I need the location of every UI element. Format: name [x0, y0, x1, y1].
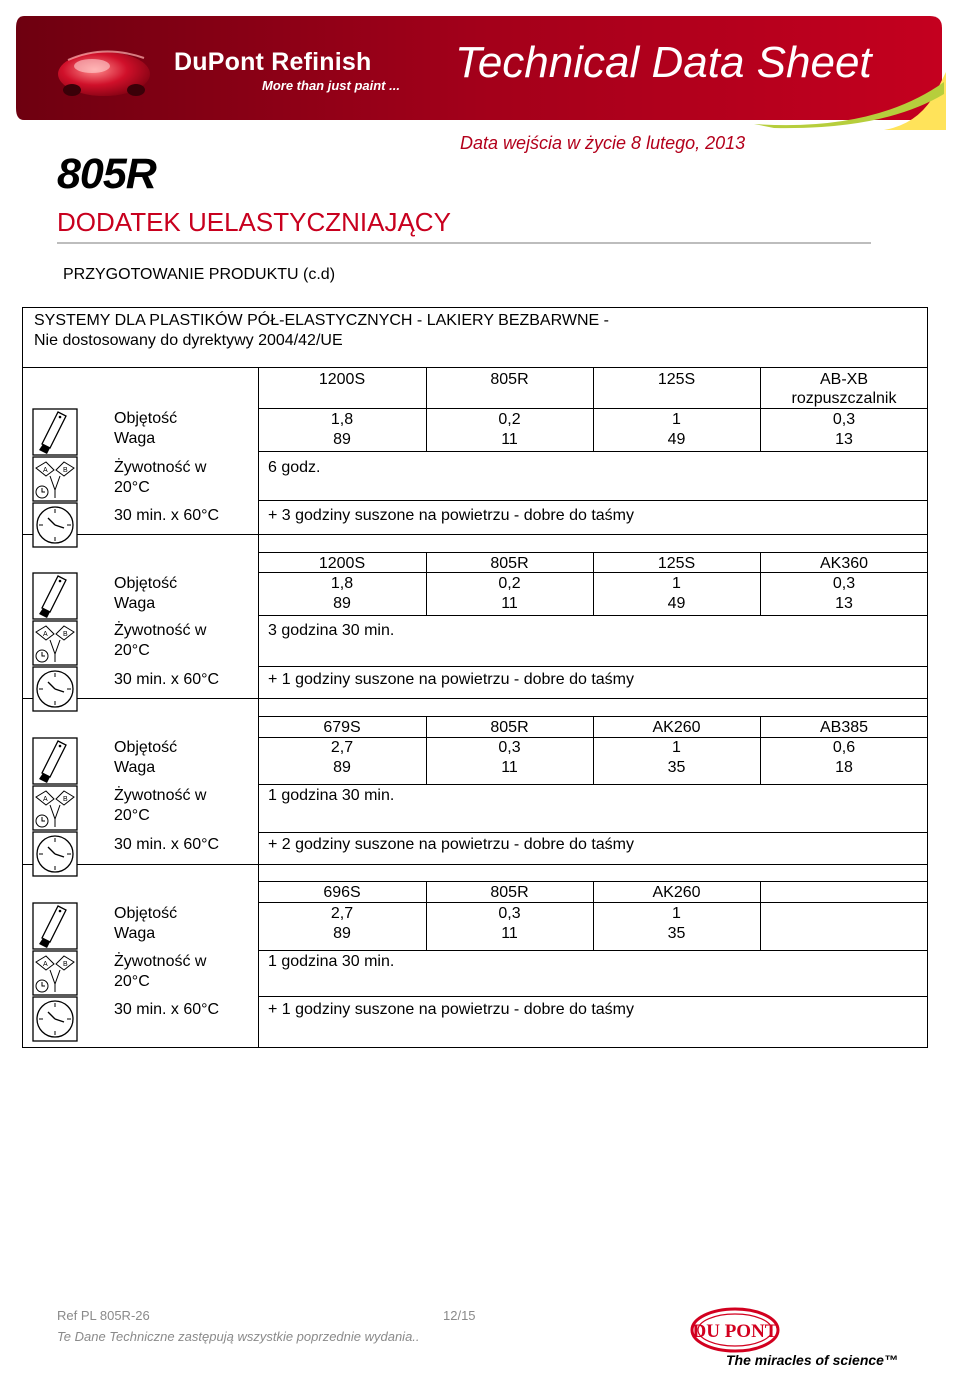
volume-value: 1 — [672, 905, 681, 922]
svg-text:B: B — [63, 467, 68, 474]
pot-life-ab-icon — [32, 785, 78, 831]
pot-life-ab-icon — [32, 950, 78, 996]
weight-value: 89 — [333, 595, 351, 612]
component-header: 805R — [490, 371, 529, 388]
volume-value: 0,3 — [832, 411, 856, 428]
volume-label: Objętość — [114, 410, 178, 427]
title-divider — [22, 367, 928, 368]
mixing-beaker-icon — [32, 902, 78, 950]
potlife-value: 6 godz. — [268, 459, 321, 476]
weight-value: 89 — [333, 431, 351, 448]
drying-label: 30 min. x 60°C — [114, 836, 220, 853]
brand-name: DuPont Refinish — [174, 48, 372, 76]
volume-value: 0,6 — [832, 739, 856, 756]
section-title: PRZYGOTOWANIE PRODUKTU (c.d) — [63, 266, 336, 283]
svg-text:A: A — [43, 467, 48, 474]
product-name: DODATEK UELASTYCZNIAJĄCY — [57, 207, 451, 237]
potlife-temp-label: 20°C — [114, 479, 150, 496]
footer-note: Te Dane Techniczne zastępują wszystkie poprzednie wydania.. — [57, 1329, 420, 1344]
potlife-label: Żywotność w — [114, 459, 207, 476]
clock-icon — [32, 502, 78, 548]
volume-value: 0,3 — [498, 905, 521, 922]
component-header: 805R — [490, 555, 529, 572]
weight-value: 35 — [667, 759, 686, 776]
clock-icon — [32, 666, 78, 712]
component-header: AK260 — [652, 719, 701, 736]
document-type-title: Technical Data Sheet — [455, 38, 872, 87]
weight-label: Waga — [114, 925, 156, 942]
volume-value: 0,3 — [832, 575, 856, 592]
weight-value: 13 — [835, 431, 853, 448]
drying-label: 30 min. x 60°C — [114, 507, 220, 524]
potlife-label: Żywotność w — [114, 953, 207, 970]
svg-text:A: A — [43, 961, 48, 968]
potlife-value: 1 godzina 30 min. — [268, 787, 395, 804]
volume-label: Objętość — [114, 739, 178, 756]
weight-value: 49 — [667, 431, 686, 448]
volume-value: 0,2 — [498, 575, 521, 592]
weight-value: 89 — [333, 925, 351, 942]
weight-value: 13 — [835, 595, 853, 612]
page-number: 12/15 — [443, 1308, 476, 1323]
drying-value: + 1 godziny suszone na powietrzu - dobre do taśmy — [268, 671, 634, 688]
header-divider — [57, 242, 871, 244]
weight-value: 11 — [501, 431, 518, 448]
volume-value: 0,2 — [498, 411, 521, 428]
drying-value: + 1 godziny suszone na powietrzu - dobre do taśmy — [268, 1001, 634, 1018]
potlife-temp-label: 20°C — [114, 807, 150, 824]
product-code: 805R — [57, 150, 156, 198]
brand-slogan: More than just paint ... — [262, 78, 400, 93]
weight-value: 11 — [501, 595, 518, 612]
svg-text:B: B — [63, 796, 68, 803]
potlife-label: Żywotność w — [114, 622, 207, 639]
drying-value: + 2 godziny suszone na powietrzu - dobre do taśmy — [268, 836, 634, 853]
weight-value: 35 — [667, 925, 686, 942]
volume-value: 2,7 — [330, 905, 354, 922]
volume-value: 0,3 — [498, 739, 521, 756]
svg-text:B: B — [63, 961, 68, 968]
component-header: 1200S — [318, 555, 366, 572]
tagline: The miracles of science™ — [726, 1352, 898, 1368]
volume-value: 1 — [672, 575, 681, 592]
weight-value: 89 — [333, 759, 351, 776]
volume-value: 1,8 — [330, 575, 354, 592]
drying-label: 30 min. x 60°C — [114, 1001, 220, 1018]
weight-value: 18 — [835, 759, 853, 776]
weight-label: Waga — [114, 759, 156, 776]
svg-text:A: A — [43, 796, 48, 803]
volume-value: 2,7 — [330, 739, 354, 756]
component-header: 696S — [323, 884, 361, 901]
system-title — [34, 311, 609, 351]
potlife-value: 3 godzina 30 min. — [268, 622, 395, 639]
weight-label: Waga — [114, 430, 156, 447]
component-header: AK360 — [819, 555, 869, 572]
system-title-line: SYSTEMY DLA PLASTIKÓW PÓŁ-ELASTYCZNYCH - LAKIERY BEZBARWNE - — [34, 312, 609, 329]
system-title-line: Nie dostosowany do dyrektywy 2004/42/UE — [34, 332, 343, 349]
potlife-value: 1 godzina 30 min. — [268, 953, 395, 970]
component-header-sub: rozpuszczalnik — [791, 390, 897, 407]
mixing-beaker-icon — [32, 572, 78, 620]
component-header: AB385 — [819, 719, 869, 736]
svg-text:A: A — [43, 631, 48, 638]
volume-value: 1,8 — [330, 411, 354, 428]
weight-value: 11 — [501, 759, 518, 776]
volume-label: Objętość — [114, 575, 178, 592]
weight-label: Waga — [114, 595, 156, 612]
effective-date: Data wejścia w życie 8 lutego, 2013 — [460, 133, 746, 153]
drying-label: 30 min. x 60°C — [114, 671, 220, 688]
volume-label: Objętość — [114, 905, 178, 922]
weight-value: 11 — [501, 925, 518, 942]
component-header: 805R — [490, 884, 529, 901]
mixing-beaker-icon — [32, 737, 78, 785]
component-header: 805R — [490, 719, 529, 736]
component-header: 679S — [323, 719, 361, 736]
component-header: AK260 — [652, 884, 701, 901]
volume-value: 1 — [672, 739, 681, 756]
component-header: 1200S — [318, 371, 366, 388]
potlife-temp-label: 20°C — [114, 973, 150, 990]
weight-value: 49 — [667, 595, 686, 612]
component-header: AB-XB — [819, 371, 868, 388]
pot-life-ab-icon — [32, 456, 78, 502]
footer-reference: Ref PL 805R-26 — [57, 1308, 150, 1323]
clock-icon — [32, 996, 78, 1042]
drying-value: + 3 godziny suszone na powietrzu - dobre do taśmy — [268, 507, 634, 524]
clock-icon — [32, 831, 78, 877]
component-header: 125S — [657, 371, 696, 388]
component-header: 125S — [657, 555, 696, 572]
pot-life-ab-icon — [32, 620, 78, 666]
volume-value: 1 — [672, 411, 681, 428]
dupont-oval-logo-icon — [690, 1306, 780, 1354]
mixing-beaker-icon — [32, 408, 78, 456]
svg-text:B: B — [63, 631, 68, 638]
potlife-label: Żywotność w — [114, 787, 207, 804]
logo-text: DU PONT — [692, 1321, 778, 1342]
potlife-temp-label: 20°C — [114, 642, 150, 659]
